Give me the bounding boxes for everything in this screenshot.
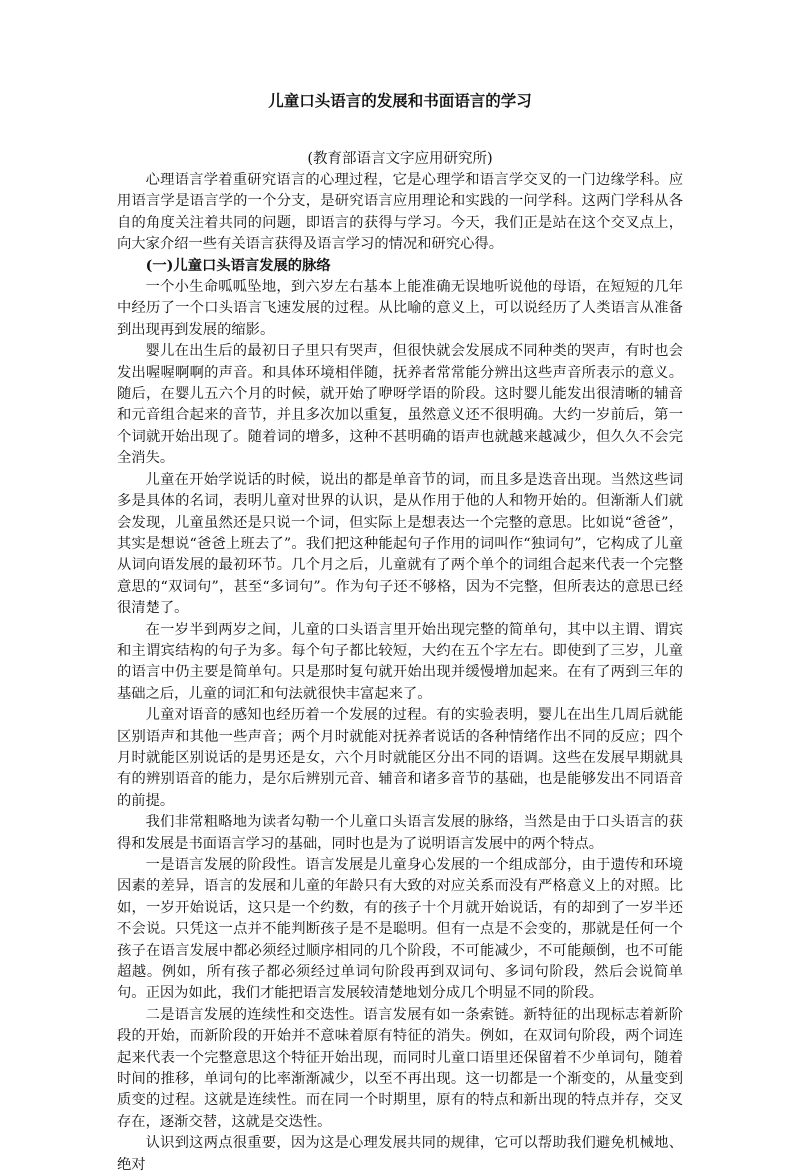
paragraph: 在一岁半到两岁之间，儿童的口头语言里开始出现完整的简单句，其中以主谓、谓宾和主谓宾结构的句子为多。每个句子都比较短，大约在五个字左右。即使到了三岁，儿童的语言中仍主要是简单句。只是那时复句就开始出现并缓慢增加起来。在有了两到三年的基础之后，儿童的词汇和句法就很快丰富起来了。 xyxy=(117,621,683,702)
paragraph: 儿童对语音的感知也经历着一个发展的过程。有的实验表明，婴儿在出生几周后就能区别语声和其他一些声音；两个月时就能对抚养者说话的各种情绪作出不同的反应；四个月时就能区别说话的是男还是女，六个月时就能区分出不同的语调。这些在发展早期就具有的辨别语音的能力，是尔后辨别元音、辅音和诸多音节的基础，也是能够发出不同语音的前提。 xyxy=(117,707,683,809)
document-title: 儿童口头语言的发展和书面语言的学习 xyxy=(268,91,532,110)
document-author: (教育部语言文字应用研究所) xyxy=(307,151,493,167)
document-body xyxy=(117,170,683,1176)
paragraph: 一是语言发展的阶段性。语言发展是儿童身心发展的一个组成部分，由于遗传和环境因素的差异，语言的发展和儿童的年龄只有大致的对应关系而没有严格意义上的对照。比如，一岁开始说话，这只是一个约数，有的孩子十个月就开始说话，有的却到了一岁半还不会说。只凭这一点并不能判断孩子是不是聪明。但有一点是不会变的，那就是任何一个孩子在语言发展中都必须经过顺序相同的几个阶段，不可能减少，不可能颠倒，也不可能超越。例如，所有孩子都必须经过单词句阶段再到双词句、多词句阶段，然后会说简单句。正因为如此，我们才能把语言发展较清楚地划分成几个明显不同的阶段。 xyxy=(117,857,683,1002)
paragraph: 儿童在开始学说话的时候，说出的都是单音节的词，而且多是迭音出现。当然这些词多是具体的名词，表明儿童对世界的认识，是从作用于他的人和物开始的。但渐渐人们就会发现，儿童虽然还是只说一个词，但实际上是想表达一个完整的意思。比如说“爸爸”，其实是想说“爸爸上班去了”。我们把这种能起句子作用的词叫作“独词句”，它构成了儿童从词向语发展的最初环节。几个月之后，儿童就有了两个单个的词组合起来代表一个完整意思的“双词句”，甚至“多词句”。作为句子还不够格，因为不完整，但所表达的意思已经很清楚了。 xyxy=(117,471,683,617)
section-heading: (一)儿童口头语言发展的脉络 xyxy=(145,257,331,274)
intro-paragraph: 心理语言学着重研究语言的心理过程，它是心理学和语言学交叉的一门边缘学科。应用语言学是语言学的一个分支，是研究语言应用理论和实践的一问学科。这两门学科从各自的角度关注着共同的问题，即语言的获得与学习。今天，我们正是站在这个交叉点上，向大家介绍一些有关语言获得及语言学习的情况和研究心得。 xyxy=(117,172,683,253)
paragraph: 我们非常粗略地为读者勾勒一个儿童口头语言发展的脉络，当然是由于口头语言的获得和发展是书面语言学习的基础，同时也是为了说明语言发展中的两个特点。 xyxy=(117,814,683,852)
paragraph: 认识到这两点很重要，因为这是心理发展共同的规律，它可以帮助我们避免机械地、绝对 xyxy=(117,1135,683,1173)
paragraph: 二是语言发展的连续性和交迭性。语言发展有如一条索链。新特征的出现标志着新阶段的开始，而新阶段的开始并不意味着原有特征的消失。例如，在双词句阶段，两个词连起来代表一个完整意思这个特征开始出现，而同时儿童口语里还保留着不少单词句，随着时间的推移，单词句的比率渐渐减少，以至不再出现。这一切都是一个渐变的，从量变到质变的过程。这就是连续性。而在同一个时期里，原有的特点和新出现的特点并存，交叉存在，逐渐交替，这就是交迭性。 xyxy=(117,1006,683,1130)
paragraph: 婴儿在出生后的最初日子里只有哭声，但很快就会发展成不同种类的哭声，有时也会发出喔喔啊啊的声音。和具体环境相伴随，抚养者常常能分辨出这些声音所表示的意义。随后，在婴儿五六个月的时候，就开始了咿呀学语的阶段。这时婴儿能发出很清晰的辅音和元音组合起来的音节，并且多次加以重复，虽然意义还不很明确。大约一岁前后，第一个词就开始出现了。随着词的增多，这种不甚明确的语声也就越来越减少，但久久不会完全消失。 xyxy=(117,343,683,467)
paragraph: 一个小生命呱呱坠地，到六岁左右基本上能准确无误地听说他的母语，在短短的几年中经历了一个口头语言飞速发展的过程。从比喻的意义上，可以说经历了人类语言从准备到出现再到发展的缩影。 xyxy=(117,279,683,338)
